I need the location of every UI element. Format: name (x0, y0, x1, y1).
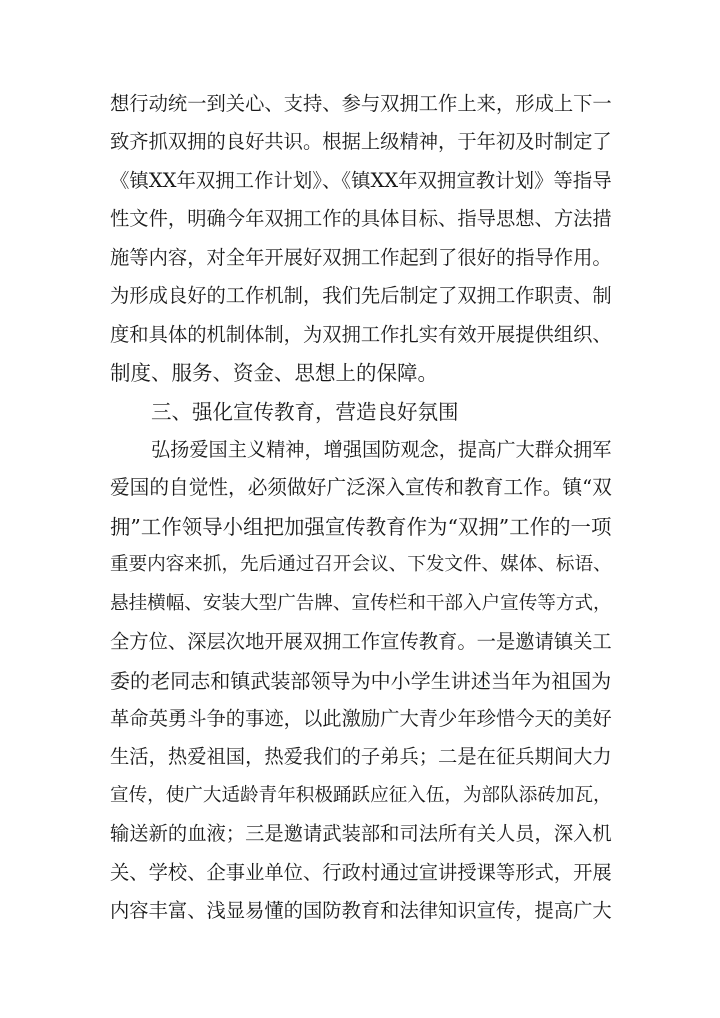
text-line: 宣传，使广大适龄青年积极踊跃应征入伍，为部队添砖加瓦， (110, 784, 612, 806)
text-line: 内容丰富、浅显易懂的国防教育和法律知识宣传，提高广大 (110, 899, 612, 923)
text-line: 关、学校、企事业单位、行政村通过宣讲授课等形式，开展 (110, 860, 612, 884)
text-line: 性文件，明确今年双拥工作的具体目标、指导思想、方法措 (110, 207, 612, 231)
text-line: 《镇XX年双拥工作计划》、《镇XX年双拥宣教计划》等指导 (110, 168, 612, 192)
text-line: 重要内容来抓，先后通过召开会议、下发文件、媒体、标语、 (110, 554, 612, 576)
text-line: 革命英勇斗争的事迹，以此激励广大青少年珍惜今天的美好 (110, 707, 612, 730)
text-line: 制度、服务、资金、思想上的保障。 (110, 361, 438, 386)
text-line: 生活，热爱祖国，热爱我们的子弟兵；二是在征兵期间大力 (110, 745, 612, 769)
text-line: 拥”工作领导小组把加强宣传教育作为“双拥”工作的一项 (110, 514, 612, 539)
text-line: 施等内容，对全年开展好双拥工作起到了很好的指导作用。 (110, 245, 612, 269)
text-line: 输送新的血液；三是邀请武装部和司法所有关人员，深入机 (110, 822, 612, 846)
text-line: 爱国的自觉性，必须做好广泛深入宣传和教育工作。镇“双 (110, 476, 612, 500)
text-line: 全方位、深层次地开展双拥工作宣传教育。一是邀请镇关工 (110, 630, 612, 654)
text-line: 为形成良好的工作机制，我们先后制定了双拥工作职责、制 (110, 284, 612, 308)
text-line: 委的老同志和镇武装部领导为中小学生讲述当年为祖国为 (110, 668, 612, 693)
section-heading: 三、强化宣传教育，营造良好氛围 (151, 399, 459, 424)
text-line: 悬挂横幅、安装大型广告牌、宣传栏和干部入户宣传等方式， (110, 592, 612, 614)
body-text (110, 85, 612, 931)
text-line: 度和具体的机制体制，为双拥工作扎实有效开展提供组织、 (110, 322, 612, 346)
text-line: 致齐抓双拥的良好共识。根据上级精神，于年初及时制定了 (110, 130, 612, 154)
text-line: 想行动统一到关心、支持、参与双拥工作上来，形成上下一 (110, 92, 612, 115)
paragraph-first-line: 弘扬爱国主义精神，增强国防观念，提高广大群众拥军 (151, 437, 612, 461)
